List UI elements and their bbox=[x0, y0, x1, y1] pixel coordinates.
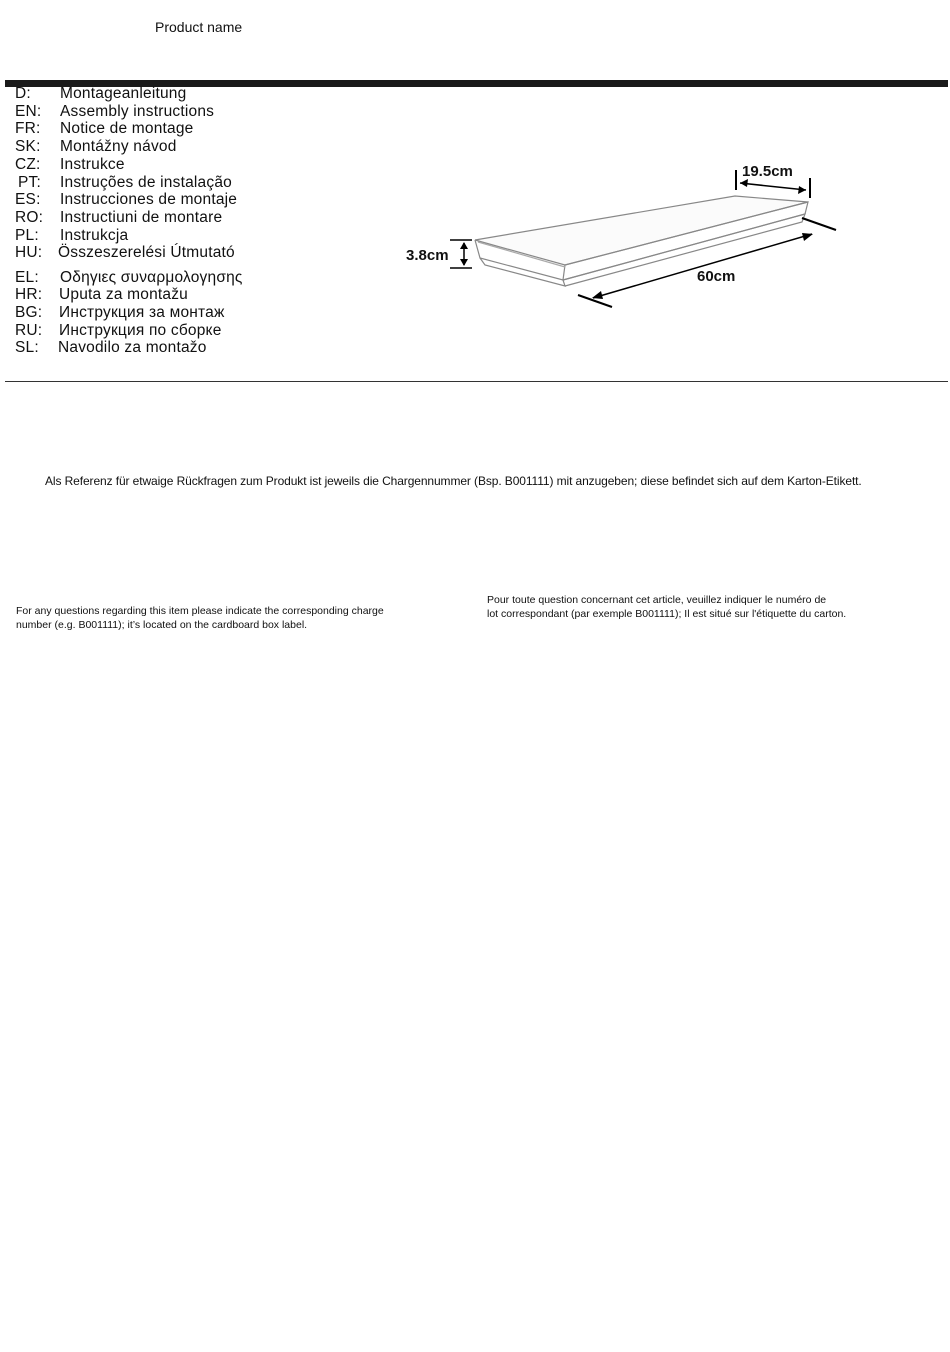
language-code: HR: bbox=[15, 286, 43, 303]
language-code: FR: bbox=[15, 120, 41, 137]
reference-note-fr-line: lot correspondant (par exemple B001111); Il est situé sur l'étiquette du carton. bbox=[487, 608, 847, 620]
height-dimension bbox=[450, 240, 472, 268]
language-title: Assembly instructions bbox=[60, 103, 215, 120]
product-name: Product name bbox=[155, 19, 243, 35]
language-title: Instrucciones de montaje bbox=[60, 191, 238, 208]
section-divider bbox=[5, 381, 948, 382]
language-title: Montageanleitung bbox=[60, 85, 187, 102]
language-code: RU: bbox=[15, 322, 43, 339]
reference-note-de: Als Referenz für etwaige Rückfragen zum Produkt ist jeweils die Chargennummer (Bsp. B001111) mit anzugeben; diese befindet sich auf dem Karton-Etikett. bbox=[45, 474, 862, 488]
language-title: Instrukcja bbox=[60, 227, 129, 244]
reference-note-fr bbox=[487, 593, 887, 621]
language-code: PT: bbox=[18, 174, 41, 191]
language-title: Montážny návod bbox=[60, 138, 177, 155]
language-code: ES: bbox=[15, 191, 41, 208]
language-title: Οδηγιες συναρμολογησης bbox=[60, 269, 243, 286]
language-code: SL: bbox=[15, 339, 39, 356]
height-label: 3.8cm bbox=[406, 247, 449, 264]
language-title: Uputa za montažu bbox=[59, 286, 188, 303]
language-code: CZ: bbox=[15, 156, 41, 173]
language-code: BG: bbox=[15, 304, 43, 321]
language-code: EL: bbox=[15, 269, 39, 286]
language-code: PL: bbox=[15, 227, 39, 244]
language-code: RO: bbox=[15, 209, 44, 226]
language-code: SK: bbox=[15, 138, 41, 155]
language-code: EN: bbox=[15, 103, 42, 120]
language-title: Instrukce bbox=[60, 156, 125, 173]
language-title: Instructiuni de montare bbox=[60, 209, 223, 226]
language-title: Инструкция за монтаж bbox=[59, 304, 225, 321]
language-title: Notice de montage bbox=[60, 120, 194, 137]
reference-note-en-line: For any questions regarding this item please indicate the corresponding charge bbox=[16, 605, 384, 617]
language-title: Instruções de instalação bbox=[60, 174, 232, 191]
language-code: D: bbox=[15, 85, 31, 102]
language-title: Összeszerelési Útmutató bbox=[58, 244, 235, 261]
language-title: Инструкция по сборке bbox=[59, 322, 222, 339]
reference-note-en-line: number (e.g. B001111); it’s located on the cardboard box label. bbox=[16, 618, 308, 631]
length-label: 60cm bbox=[697, 268, 736, 285]
reference-note-fr-line: Pour toute question concernant cet article, veuillez indiquer le numéro de bbox=[487, 594, 827, 606]
shelf-board bbox=[475, 196, 808, 286]
depth-label: 19.5cm bbox=[742, 163, 793, 180]
reference-note-en bbox=[16, 605, 416, 632]
shelf-dimension-diagram bbox=[400, 150, 850, 315]
language-code: HU: bbox=[15, 244, 43, 261]
language-title: Navodilo za montažo bbox=[58, 339, 207, 356]
